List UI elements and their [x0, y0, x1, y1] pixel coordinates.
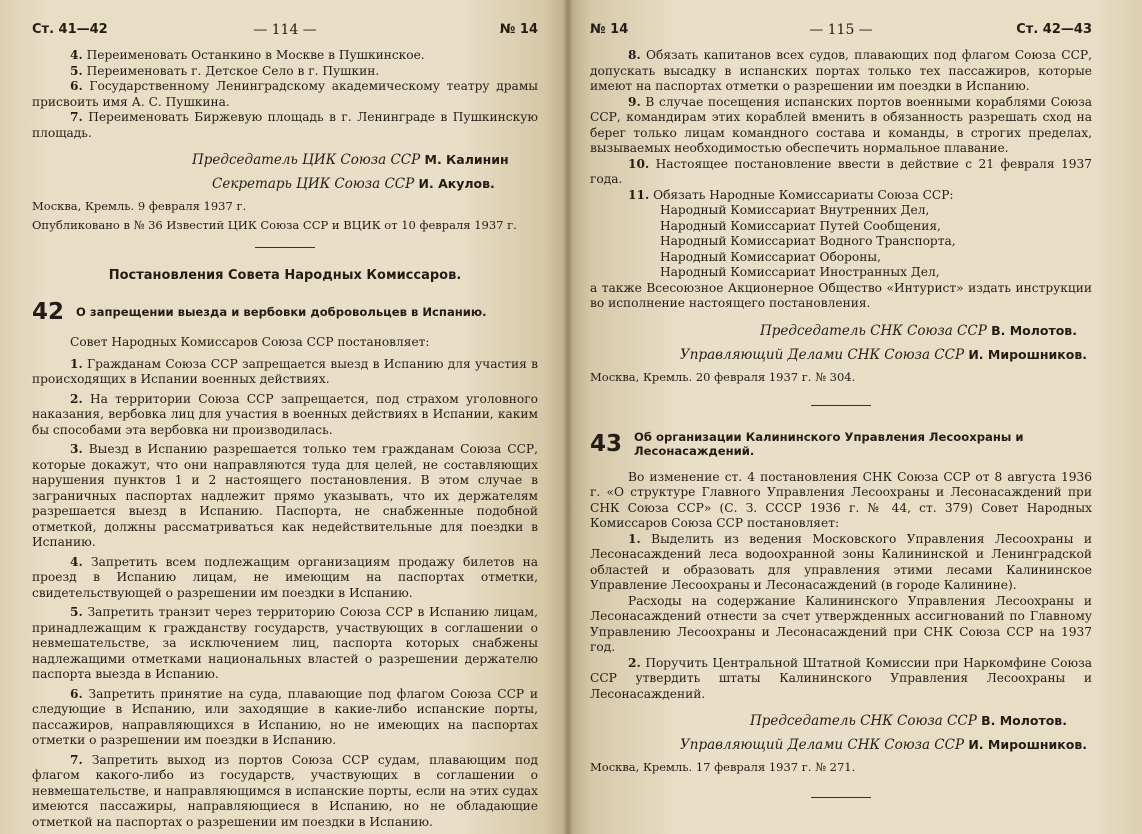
- list-item: Народный Комиссариат Иностранных Дел,: [660, 265, 940, 279]
- signature-manager: Управляющий Делами СНК Союза ССР И. Мирошников.: [680, 346, 1088, 363]
- signature-chairman: Председатель СНК Союза ССР В. Молотов.: [760, 322, 1077, 339]
- place-date: Москва, Кремль. 9 февраля 1937 г.: [32, 199, 247, 213]
- list-item: 5. Запретить транзит через территорию Союза ССР в Испанию лицам, принадлежащим к гражданству государств, участвующих в соглашении о невмешательстве, за исключением лиц, паспорта которых снабжены надлежащими отметками национальных властей о разрешении держателю паспорта выезда в Испанию.: [32, 605, 538, 681]
- list-item: 11. Обязать Народные Комиссариаты Союза ССР:: [628, 187, 954, 202]
- decree-43-heading: [590, 430, 1092, 458]
- right-page-header: [590, 18, 1092, 42]
- list-item: 5. Переименовать г. Детское Село в г. Пушкин.: [70, 63, 380, 78]
- decree-intro: Совет Народных Комиссаров Союза ССР постановляет:: [70, 335, 430, 349]
- left-page: [0, 0, 568, 834]
- signature-secretary: Секретарь ЦИК Союза ССР И. Акулов.: [212, 176, 495, 192]
- place-date: Москва, Кремль. 20 февраля 1937 г. № 304.: [590, 369, 856, 384]
- list-item: 1. Гражданам Союза ССР запрещается выезд в Испанию для участия в происходящих в Испании военных действиях.: [32, 356, 538, 386]
- list-item: 6. Государственному Ленинградскому академическому театру драмы присвоить имя А. С. Пушкина.: [32, 79, 538, 109]
- signature-chairman: Председатель СНК Союза ССР В. Молотов.: [750, 713, 1067, 729]
- decree-intro: Во изменение ст. 4 постановления СНК Союза ССР от 8 августа 1936 г. «О структуре Главного Управления Лесоохраны и Лесонасаждений при СНК Союза ССР» (С. З. СССР 1936 г. № 44, ст. 379) Совет Народных Комиссаров Союза ССР постановляет:: [590, 469, 1092, 530]
- section-title: Постановления Совета Народных Комиссаров.: [108, 268, 462, 283]
- list-item: 1. Выделить из ведения Московского Управления Лесоохраны и Лесонасаждений леса водоохранной зоны Калининской и Ленинградской областей и образовать для управления этими лесами Калининское Управление Лесоохраны и Лесонасаждений (в городе Калинине).: [590, 531, 1093, 592]
- separator: [811, 797, 871, 798]
- list-item: Расходы на содержание Калининского Управления Лесоохраны и Лесонасаждений отнести за счет утвержденных ассигнований по Главному Управлению Лесоохраны и Лесонасаждений при СНК Союза ССР на 1937 год.: [590, 593, 1092, 654]
- decree-42-heading: [32, 299, 538, 325]
- list-item: 4. Переименовать Останкино в Москве в Пушкинское.: [70, 48, 425, 62]
- list-item: 2. Поручить Центральной Штатной Комиссии при Наркомфине Союза ССР утвердить штаты Калининского Управления Лесоохраны и Лесонасаждений.: [590, 655, 1092, 701]
- left-issue-number: № 14: [499, 22, 538, 37]
- separator: [255, 247, 315, 248]
- list-item: 7. Запретить выход из портов Союза ССР судам, плавающим под флагом какого-либо из государств, участвующих в соглашении о невмешательстве, и направляющимся в испанские порты, если на этих судах имеются пассажиры, направляющиеся в Испанию, но не обладающие отметкой на паспортах о разрешении им поездки в Испанию.: [32, 752, 538, 829]
- decree-title: Об организации Калининского Управления Лесоохраны и Лесонасаждений.: [634, 429, 1024, 458]
- list-item: Народный Комиссариат Внутренних Дел,: [660, 203, 930, 217]
- right-issue-number: № 14: [590, 22, 629, 37]
- right-page: [568, 0, 1142, 834]
- separator: [811, 405, 871, 406]
- place-date: Москва, Кремль. 17 февраля 1937 г. № 271.: [590, 760, 856, 774]
- commissariat-list: [590, 203, 1092, 281]
- publication-note: Опубликовано в № 36 Известий ЦИК Союза ССР и ВЦИК от 10 февраля 1937 г.: [32, 218, 517, 232]
- list-item: 4. Запретить всем подлежащим организациям продажу билетов на проезд в Испанию лицам, не имеющим на паспортах отметки, свидетельствующей о разрешении им поездки в Испанию.: [32, 554, 538, 600]
- list-item: 2. На территории Союза ССР запрещается, под страхом уголовного наказания, вербовка лиц для участия в военных действиях в Испании, каким бы способами эта вербовка ни производилась.: [32, 391, 538, 437]
- list-item: 9. В случае посещения испанских портов военными кораблями Союза ССР, командирам этих кораблей вменить в обязанность разрешать сход на берег только лицам командного состава и команды, в строгих пределах, вызываемых необходимостью обеспечить нормальное плавание.: [590, 94, 1092, 155]
- left-page-number: — 114 —: [253, 22, 317, 38]
- left-column-ref: Ст. 41—42: [32, 22, 108, 37]
- decree-points-cont: [590, 48, 1092, 203]
- decree-number: 42: [32, 299, 65, 325]
- intourist-clause: а также Всесоюзное Акционерное Общество «Интурист» издать инструкции во исполнение настоящего постановления.: [590, 280, 1092, 310]
- list-item: 8. Обязать капитанов всех судов, плавающих под флагом Союза ССР, допускать высадку в испанских портах только тех пассажиров, которые имеют на паспортах отметки о разрешении им поездки в Испанию.: [590, 48, 1092, 93]
- signature-manager: Управляющий Делами СНК Союза ССР И. Мирошников.: [680, 737, 1088, 753]
- right-page-number: — 115 —: [809, 22, 873, 38]
- rename-items: [32, 48, 538, 141]
- list-item: 10. Настоящее постановление ввести в действие с 21 февраля 1937 года.: [590, 156, 1093, 186]
- signature-chairman: Председатель ЦИК Союза ССР М. Калинин: [192, 152, 509, 168]
- list-item: Народный Комиссариат Водного Транспорта,: [660, 234, 956, 248]
- left-page-header: [32, 18, 538, 42]
- list-item: 6. Запретить принятие на суда, плавающие под флагом Союза ССР и следующие в Испанию, или заходящие в какие-либо испанские порты, пассажиров, направляющихся в Испанию, но не имеющих на паспортах отметки о разрешении им поездки в Испанию.: [32, 686, 538, 747]
- list-item: 3. Выезд в Испанию разрешается только тем гражданам Союза ССР, которые докажут, что они направляются туда для целей, не составляющих нарушения пунктов 1 и 2 настоящего постановления. В этом случае в заграничных паспортах надлежит прямо указывать, что их держателям разрешается выезд в Испанию. Паспорта, не снабженные подобной отметкой, должны рассматриваться как недействительные для поездки в Испанию.: [32, 442, 538, 549]
- book-gutter: [563, 0, 573, 834]
- list-item: Народный Комиссариат Обороны,: [660, 249, 881, 264]
- list-item: 7. Переименовать Биржевую площадь в г. Ленинграде в Пушкинскую площадь.: [32, 110, 538, 140]
- decree-number: 43: [590, 430, 623, 457]
- decree-title: О запрещении выезда и вербовки добровольцев в Испанию.: [76, 305, 487, 319]
- list-item: Народный Комиссариат Путей Сообщения,: [660, 218, 941, 233]
- decree-points: [32, 357, 538, 831]
- right-column-ref: Ст. 42—43: [1016, 22, 1092, 37]
